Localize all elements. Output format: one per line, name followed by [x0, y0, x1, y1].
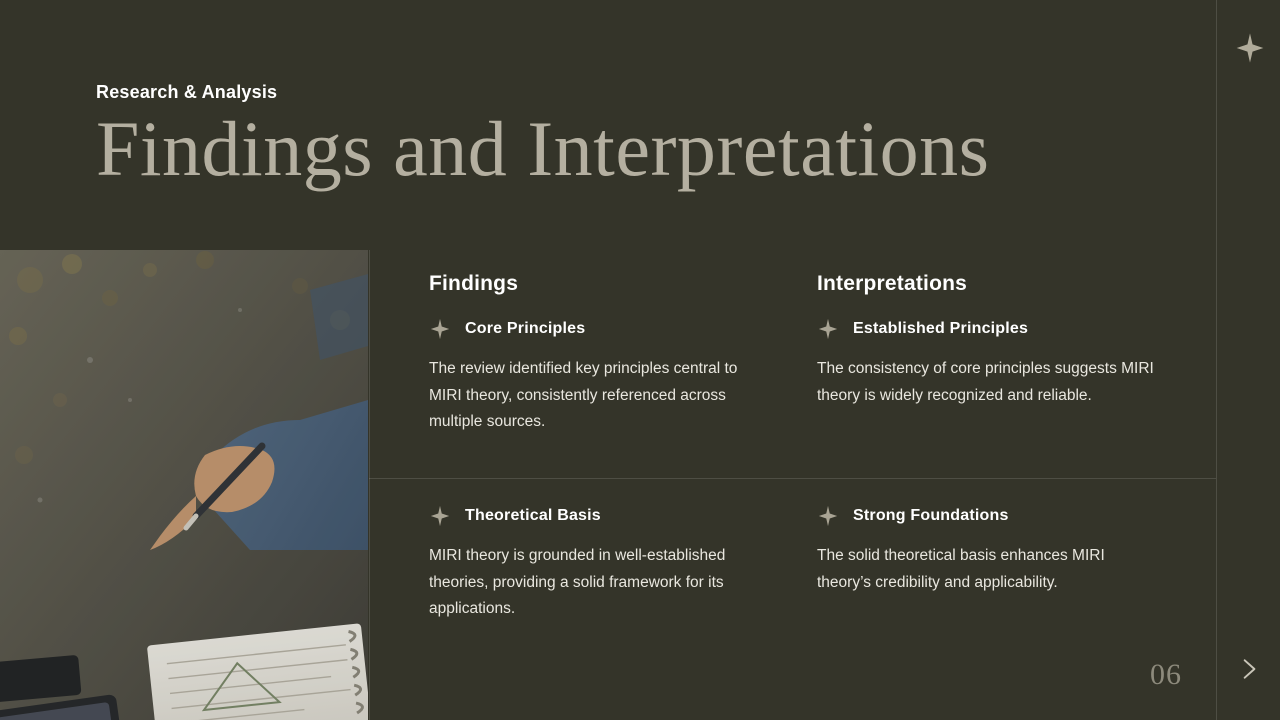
item-body: The consistency of core principles suggests MIRI theory is widely recognized and reliable.	[817, 360, 1154, 404]
page-title: Findings and Interpretations	[96, 105, 990, 192]
item-header	[429, 505, 818, 527]
column-heading-findings: Findings	[429, 272, 519, 295]
sparkle-icon	[429, 505, 451, 527]
interpretations-column-bottom	[817, 505, 1206, 596]
item-title: Strong Foundations	[853, 507, 1009, 524]
item-body: MIRI theory is grounded in well-established theories, providing a solid framework for its applications.	[429, 547, 726, 618]
item-title: Established Principles	[853, 320, 1029, 337]
findings-column-bottom	[429, 505, 818, 623]
item-title: Theoretical Basis	[465, 507, 601, 524]
content-grid	[368, 250, 1216, 720]
grid-horizontal-divider	[369, 478, 1216, 479]
item-body: The solid theoretical basis enhances MIRI theory’s credibility and applicability.	[817, 547, 1105, 591]
item-header	[429, 318, 818, 340]
eyebrow-label: Research & Analysis	[96, 82, 278, 102]
sparkle-icon	[817, 318, 839, 340]
chevron-right-icon[interactable]	[1236, 656, 1262, 682]
slide-header	[96, 82, 1146, 192]
item-title: Core Principles	[465, 320, 586, 337]
item-header	[817, 505, 1206, 527]
sparkle-icon	[817, 505, 839, 527]
findings-column-top	[429, 272, 818, 436]
page-number: 06	[1150, 658, 1182, 691]
sparkle-icon	[429, 318, 451, 340]
grid-vertical-divider	[369, 250, 370, 720]
interpretations-column-top	[817, 272, 1206, 409]
photo-panel	[0, 250, 368, 720]
column-heading-interpretations: Interpretations	[817, 272, 968, 295]
item-header	[817, 318, 1206, 340]
vertical-divider	[1216, 0, 1217, 720]
sparkle-icon	[1234, 32, 1266, 64]
item-body: The review identified key principles central to MIRI theory, consistently referenced across multiple sources.	[429, 360, 738, 431]
